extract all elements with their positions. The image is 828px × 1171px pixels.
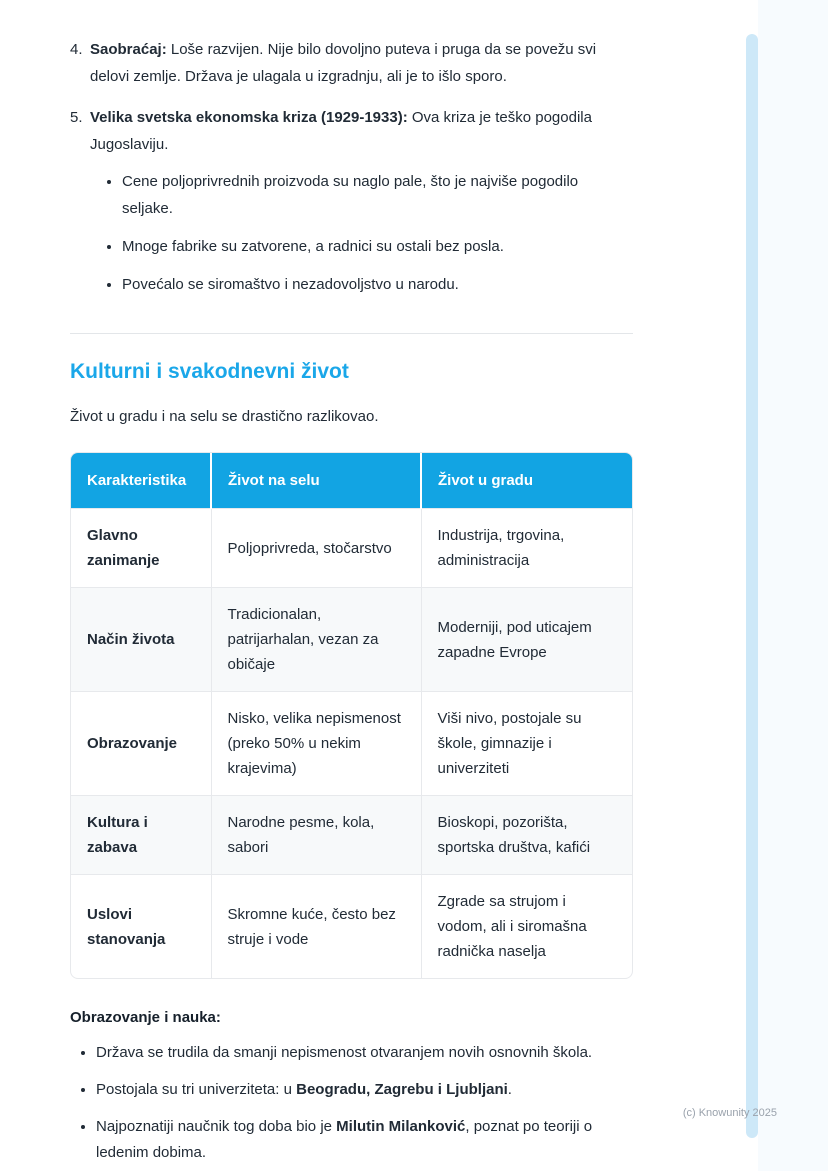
bullet-text: Postojala su tri univerziteta: u <box>96 1081 297 1098</box>
table-row-label: Obrazovanje <box>71 692 211 796</box>
table-header-cell: Život u gradu <box>421 453 632 509</box>
table-row-label: Uslovi stanovanja <box>71 875 211 979</box>
list-item-5 <box>70 104 633 309</box>
bullet-text: Cene poljoprivrednih proizvoda su naglo pale, što je najviše pogodilo seljake. <box>122 173 579 217</box>
list-item-text: Ova kriza je teško pogodila Jugoslaviju. <box>90 109 592 153</box>
table-row <box>71 875 632 979</box>
bullet-text: Država se trudila da smanji nepismenost otvaranjem novih osnovnih škola. <box>96 1044 593 1061</box>
bullet-text: , poznat po teoriji o ledenim dobima. <box>96 1118 593 1161</box>
bullet-text: Povećalo se siromaštvo i nezadovoljstvo u narodu. <box>122 276 459 293</box>
table-row-label: Glavno zanimanje <box>71 509 211 588</box>
table-cell: Viši nivo, postojale su škole, gimnazije i univerziteti <box>421 692 632 796</box>
copyright-watermark: (c) Knowunity 2025 <box>682 1107 777 1119</box>
table-row <box>71 588 632 692</box>
section-divider <box>70 333 633 334</box>
table-header-row <box>71 453 632 509</box>
vertical-accent-bar <box>746 34 758 1138</box>
table-cell: Nisko, velika nepismenost (preko 50% u nekim krajevima) <box>211 692 421 796</box>
crisis-bullet-list <box>90 168 633 298</box>
table-row-label: Kultura i zabava <box>71 796 211 875</box>
list-number: 4. <box>70 41 83 58</box>
page-margin-band <box>758 0 828 1171</box>
table-row-label: Način života <box>71 588 211 692</box>
list-item-body <box>90 36 633 90</box>
table-header-cell: Život na selu <box>211 453 421 509</box>
list-item-body <box>90 104 633 309</box>
bullet-text: . <box>507 1081 512 1098</box>
bullet-text: Mnoge fabrike su zatvorene, a radnici su ostali bez posla. <box>122 238 504 255</box>
list-item <box>96 1077 633 1103</box>
culture-intro-text: Život u gradu i na selu se drastično razlikovao. <box>70 408 379 425</box>
list-item-lead: Velika svetska ekonomska kriza (1929-1933): <box>90 109 408 126</box>
table-cell: Tradicionalan, patrijarhalan, vezan za običaje <box>211 588 421 692</box>
education-heading: Obrazovanje i nauka: <box>70 1009 221 1026</box>
list-item <box>96 1114 633 1166</box>
list-item-4 <box>70 36 633 90</box>
list-item <box>122 271 633 298</box>
table-cell: Zgrade sa strujom i vodom, ali i siromašna radnička naselja <box>421 875 632 979</box>
table-cell: Narodne pesme, kola, sabori <box>211 796 421 875</box>
section-heading-culture: Kulturni i svakodnevni život <box>70 360 349 383</box>
list-item <box>96 1040 633 1066</box>
list-item-lead: Saobraćaj: <box>90 41 167 58</box>
document-content <box>70 36 633 1171</box>
table-cell: Poljoprivreda, stočarstvo <box>211 509 421 588</box>
table-header-cell: Karakteristika <box>71 453 211 509</box>
list-number: 5. <box>70 109 83 126</box>
table-row <box>71 509 632 588</box>
table-row <box>71 692 632 796</box>
education-bullet-list <box>70 1040 633 1166</box>
bullet-text: Najpoznatiji naučnik tog doba bio je <box>96 1118 337 1135</box>
list-item <box>122 233 633 260</box>
table-cell: Industrija, trgovina, administracija <box>421 509 632 588</box>
bullet-bold-text: Milutin Milanković <box>336 1118 466 1135</box>
list-item-text: Loše razvijen. Nije bilo dovoljno puteva i pruga da se povežu svi delovi zemlje. Država je ulagala u izgradnju, ali je to išlo sporo. <box>90 41 597 85</box>
list-item <box>122 168 633 222</box>
table-cell: Bioskopi, pozorišta, sportska društva, kafići <box>421 796 632 875</box>
table-cell: Moderniji, pod uticajem zapadne Evrope <box>421 588 632 692</box>
table-row <box>71 796 632 875</box>
comparison-table <box>70 452 633 979</box>
bullet-bold-text: Beogradu, Zagrebu i Ljubljani <box>296 1081 508 1098</box>
table-cell: Skromne kuće, često bez struje i vode <box>211 875 421 979</box>
